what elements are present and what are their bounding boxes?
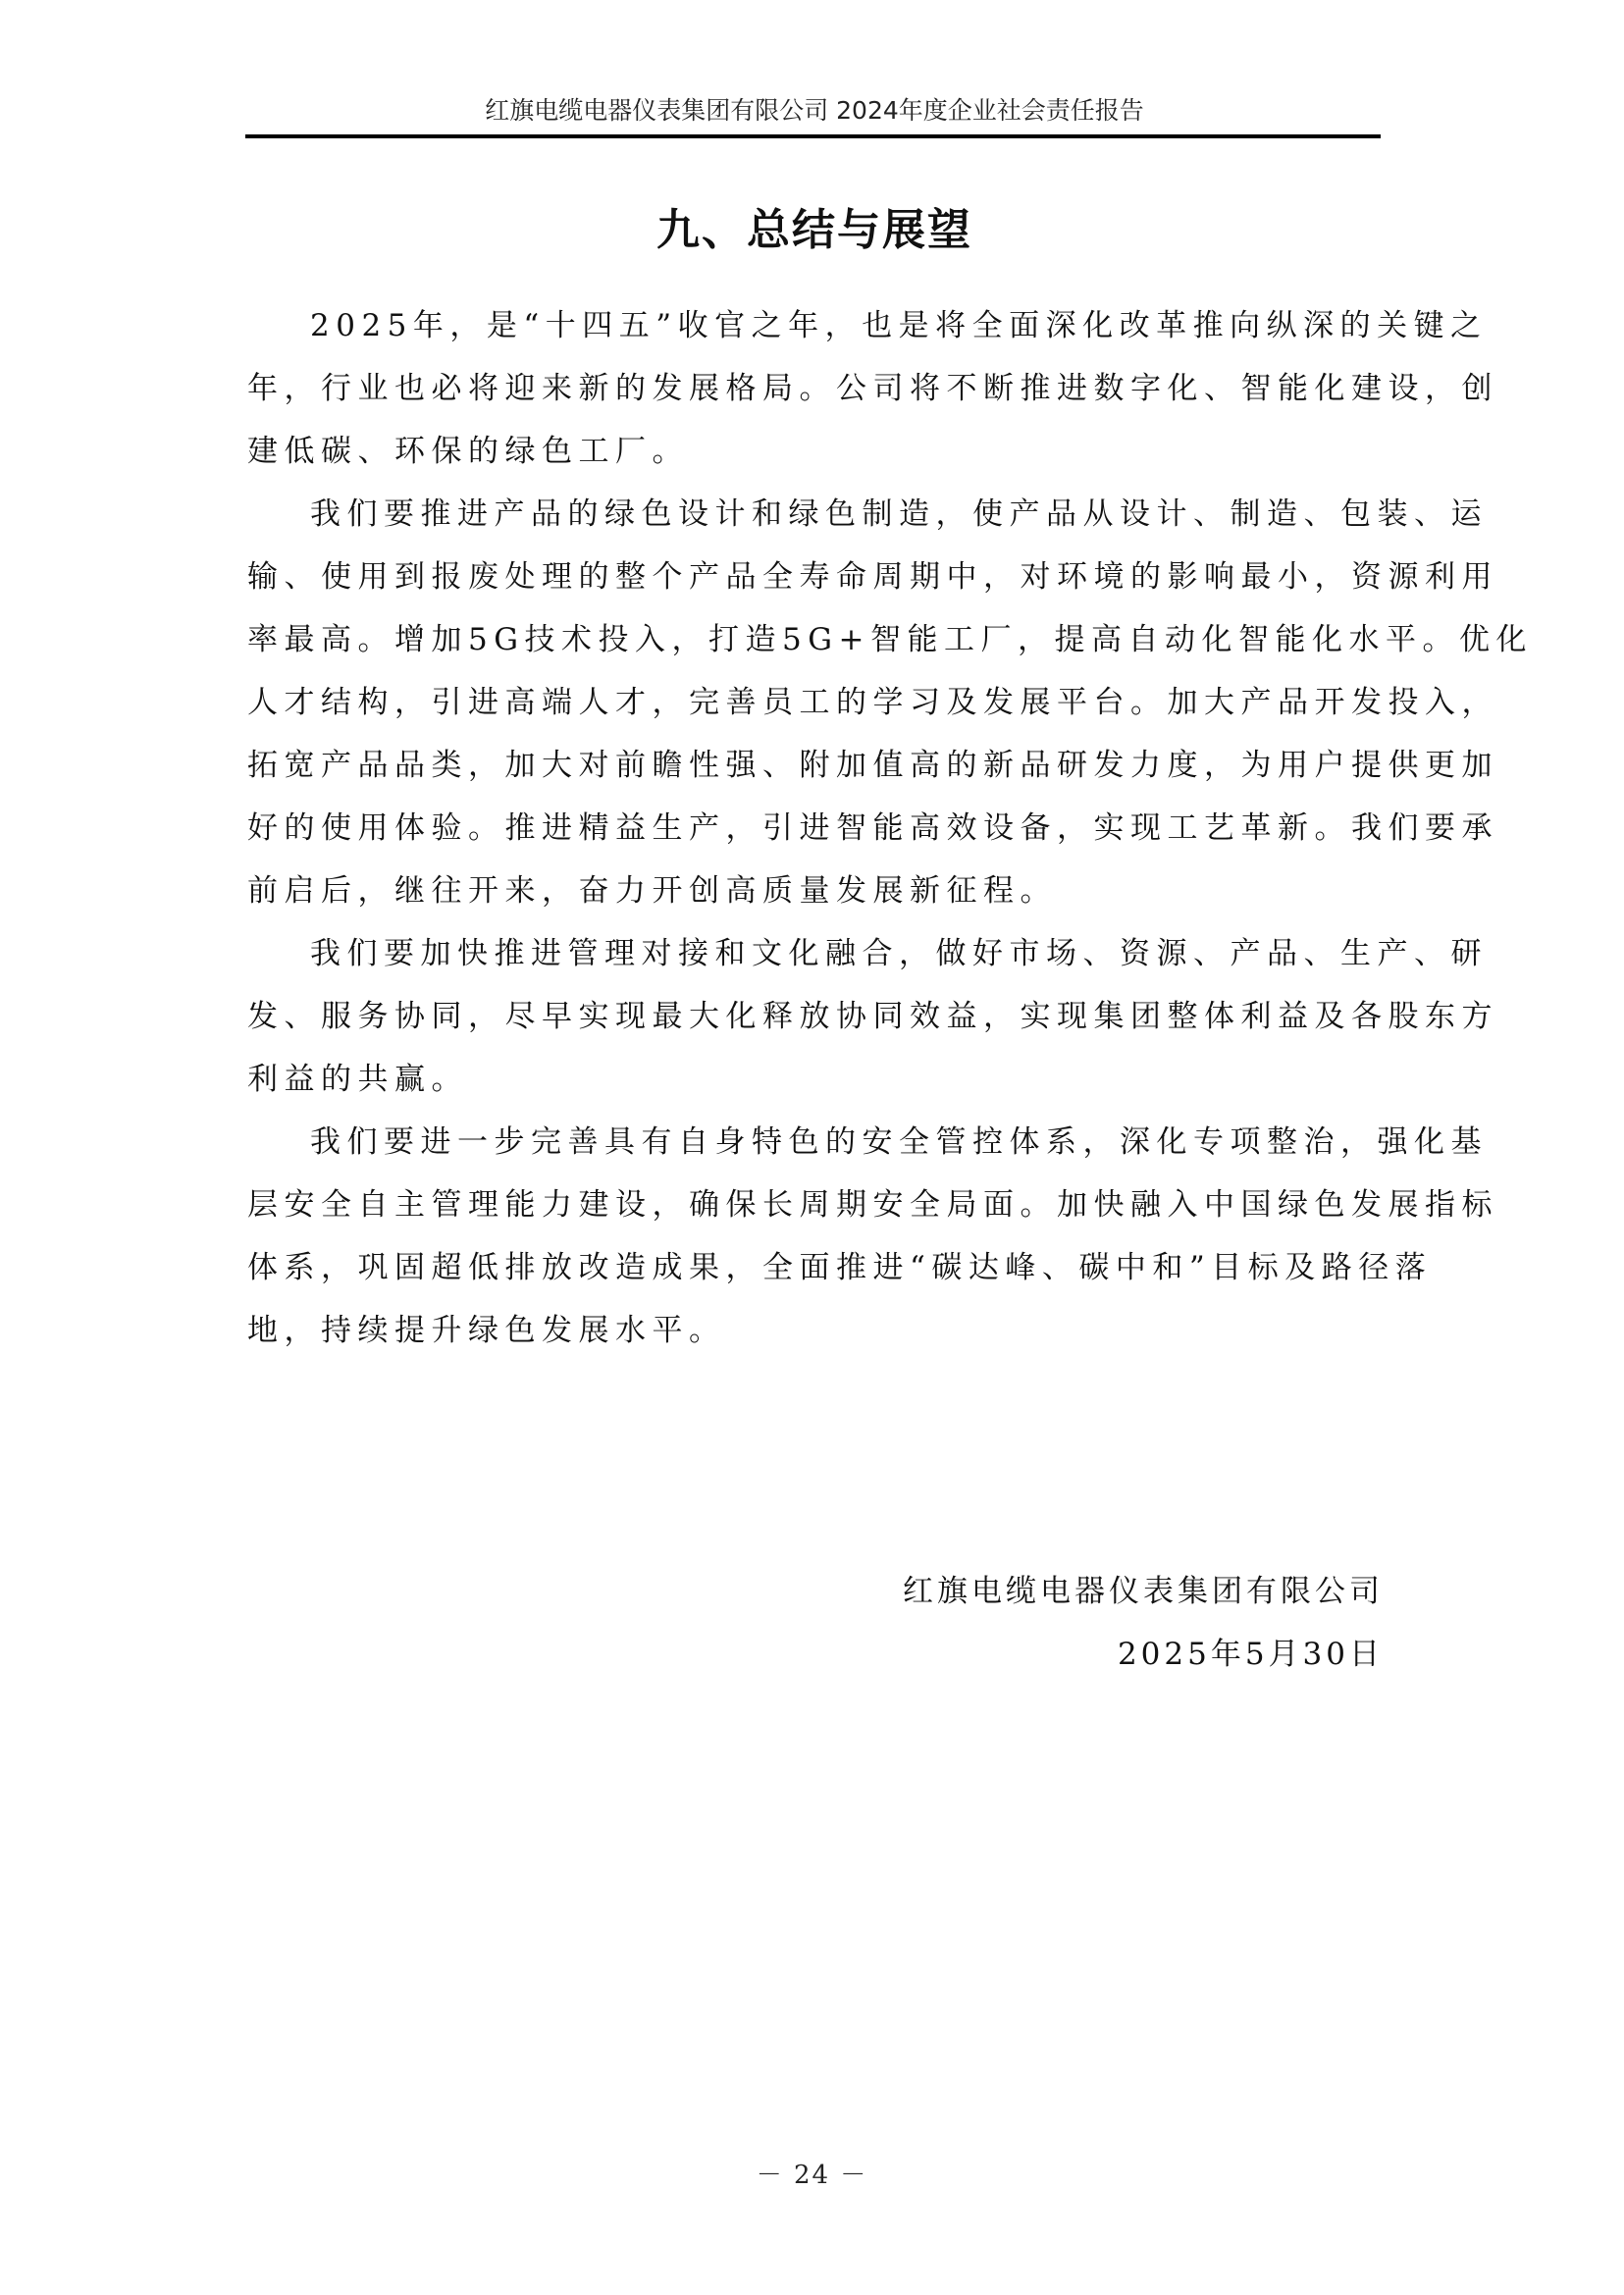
- paragraph-3: [247, 922, 1498, 1111]
- text-line: 前启后，继往开来，奋力开创高质量发展新征程。: [247, 873, 1057, 909]
- signature-date: 2025年5月30日: [1117, 1637, 1384, 1672]
- text-line: 2025年，是“十四五”收官之年，也是将全面深化改革推向纵深的关键之: [310, 308, 1488, 343]
- paragraph-2: [247, 483, 1533, 922]
- section-title: 九、总结与展望: [656, 205, 972, 255]
- body-text: [247, 294, 1533, 1362]
- running-header: 红旗电缆电器仪表集团有限公司 2024年度企业社会责任报告: [485, 96, 1144, 125]
- text-line: 拓宽产品品类，加大对前瞻性强、附加值高的新品研发力度，为用户提供更加: [247, 748, 1498, 783]
- text-line: 人才结构，引进高端人才，完善员工的学习及发展平台。加大产品开发投入，: [247, 685, 1498, 720]
- text-line: 我们要进一步完善具有自身特色的安全管控体系，深化专项整治，强化基: [310, 1124, 1488, 1160]
- text-line: 率最高。增加5G技术投入，打造5G+智能工厂，提高自动化智能化水平。优化: [247, 622, 1533, 657]
- page-number: － 24 －: [756, 2161, 868, 2190]
- text-line: 好的使用体验。推进精益生产，引进智能高效设备，实现工艺革新。我们要承: [247, 810, 1498, 846]
- text-line: 利益的共赢。: [247, 1062, 468, 1097]
- signature-block: [903, 1560, 1384, 1686]
- text-line: 体系，巩固超低排放改造成果，全面推进“碳达峰、碳中和”目标及路径落: [247, 1250, 1433, 1285]
- signature-company: 红旗电缆电器仪表集团有限公司: [903, 1574, 1384, 1609]
- text-line: 发、服务协同，尽早实现最大化释放协同效益，实现集团整体利益及各股东方: [247, 999, 1498, 1034]
- text-line: 地，持续提升绿色发展水平。: [247, 1313, 726, 1348]
- text-line: 建低碳、环保的绿色工厂。: [247, 434, 689, 469]
- header-divider: [245, 134, 1381, 138]
- text-line: 输、使用到报废处理的整个产品全寿命周期中，对环境的影响最小，资源利用: [247, 559, 1498, 595]
- text-line: 层安全自主管理能力建设，确保长周期安全局面。加快融入中国绿色发展指标: [247, 1187, 1498, 1223]
- text-line: 我们要加快推进管理对接和文化融合，做好市场、资源、产品、生产、研: [310, 936, 1488, 971]
- text-line: 我们要推进产品的绿色设计和绿色制造，使产品从设计、制造、包装、运: [310, 496, 1488, 532]
- paragraph-4: [247, 1111, 1498, 1362]
- text-line: 年，行业也必将迎来新的发展格局。公司将不断推进数字化、智能化建设，创: [247, 371, 1498, 406]
- paragraph-1: [247, 294, 1498, 483]
